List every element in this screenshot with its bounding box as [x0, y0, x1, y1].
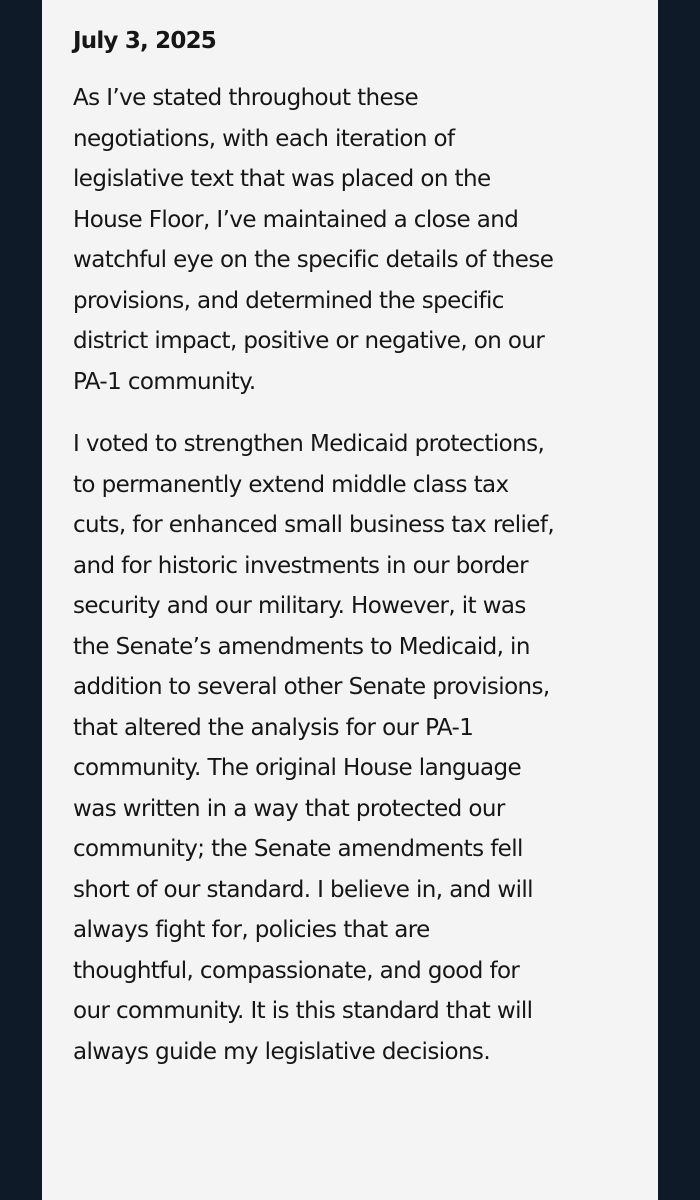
paragraph-line: short of our standard. I believe in, and will — [73, 876, 533, 903]
paragraph-line: community; the Senate amendments fell — [73, 836, 523, 862]
paragraph-line: As I’ve stated throughout these — [73, 85, 418, 111]
paragraph-line: security and our military. However, it was — [73, 593, 526, 619]
paragraph-line: our community. It is this standard that will — [73, 998, 533, 1024]
paragraph-line: that altered the analysis for our PA-1 — [73, 714, 474, 741]
paragraph-line: district impact, positive or negative, on our — [73, 328, 545, 354]
paragraph-line: addition to several other Senate provisions, — [73, 674, 550, 700]
paragraph-line: negotiations, with each iteration of — [73, 125, 455, 152]
paragraph-line: was written in a way that protected our — [73, 795, 505, 822]
paragraph-line: I voted to strengthen Medicaid protections, — [73, 431, 545, 457]
paragraph-1 — [73, 78, 636, 402]
paragraph-line: community. The original House language — [73, 755, 522, 781]
paragraph-line: provisions, and determined the specific — [73, 287, 504, 314]
paragraph-2 — [73, 424, 636, 1072]
paragraph-line: legislative text that was placed on the — [73, 166, 491, 192]
paragraph-line: always fight for, policies that are — [73, 917, 430, 943]
paragraph-line: watchful eye on the specific details of these — [73, 247, 554, 273]
paragraph-line: the Senate’s amendments to Medicaid, in — [73, 633, 530, 660]
statement-date: July 3, 2025 — [73, 28, 216, 54]
paragraph-line: and for historic investments in our border — [73, 552, 528, 579]
statement-page — [42, 0, 658, 1200]
paragraph-line: always guide my legislative decisions. — [73, 1038, 491, 1065]
paragraph-line: PA-1 community. — [73, 368, 256, 395]
paragraph-line: cuts, for enhanced small business tax relief, — [73, 512, 555, 538]
paragraph-line: House Floor, I’ve maintained a close and — [73, 206, 519, 233]
paragraph-line: thoughtful, compassionate, and good for — [73, 957, 520, 984]
paragraph-line: to permanently extend middle class tax — [73, 471, 509, 498]
